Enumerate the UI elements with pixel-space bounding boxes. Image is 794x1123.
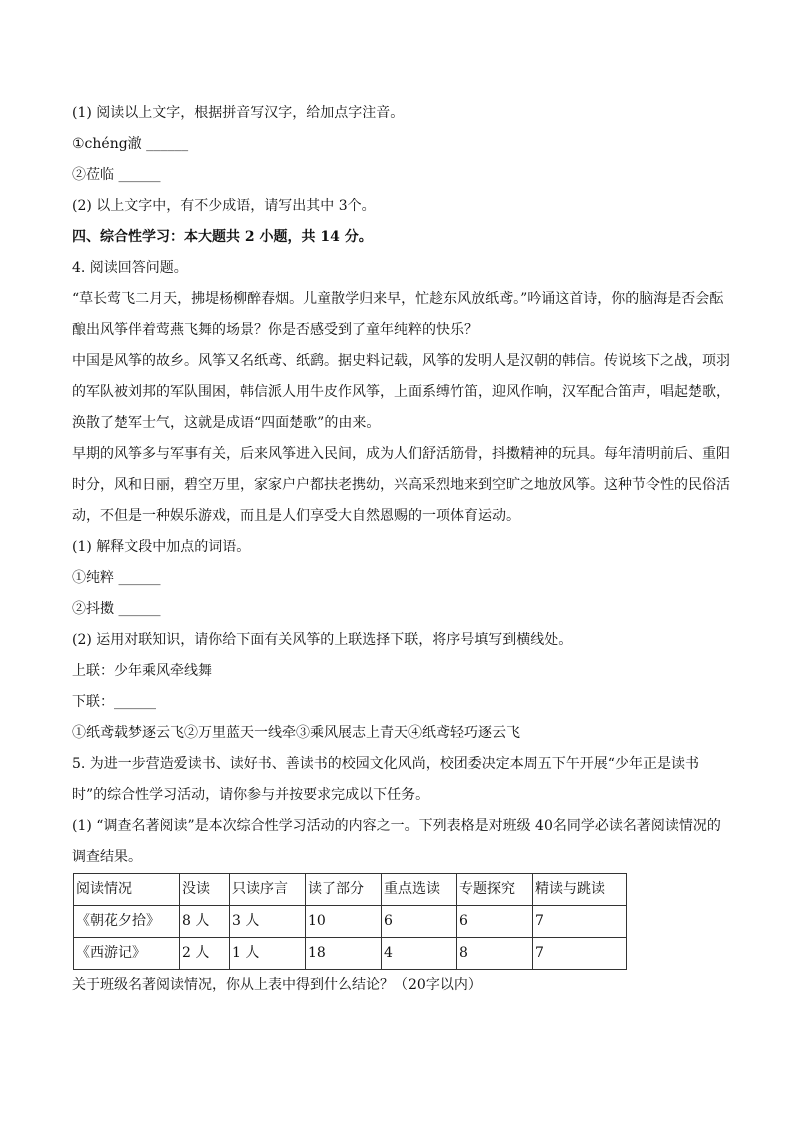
q3-item2: ②莅临 ______	[72, 167, 161, 183]
q5-intro: 5. 为进一步营造爱读书、读好书、善读书的校园文化风尚，校团委决定本周五下午开展“少年正是读书时”的综合性学习活动，请你参与并按要求完成以下任务。	[72, 756, 699, 803]
table-cell: 10	[306, 906, 382, 938]
q5-sub1: (1) “调查名著阅读”是本次综合性学习活动的内容之一。下列表格是对班级 40名同学必读名著阅读情况的调查结果。	[72, 818, 721, 865]
q3-sub1: (1) 阅读以上文字，根据拼音写汉字，给加点字注音。	[72, 105, 405, 121]
table-cell: 18	[306, 938, 382, 970]
survey-table	[73, 873, 627, 970]
passage-para2: 中国是风筝的故乡。风筝又名纸鸢、纸鹞。据史料记载，风筝的发明人是汉朝的韩信。传说垓下之战，项羽的军队被刘邦的军队围困，韩信派人用牛皮作风筝，上面系缚竹笛，迎风作响，汉军配合笛声，唱起楚歌，涣散了楚军士气，这就是成语“四面楚歌”的由来。	[72, 353, 730, 431]
table-cell: 1 人	[230, 938, 306, 970]
q3-item1: ①chéng澈 ______	[72, 136, 189, 152]
table-cell: 2 人	[180, 938, 230, 970]
table-cell: 7	[533, 938, 627, 970]
q4-title: 4. 阅读回答问题。	[72, 260, 188, 276]
q4-sub2: (2) 运用对联知识，请你给下面有关风筝的上联选择下联，将序号填写到横线处。	[72, 632, 573, 648]
q4-sub1: (1) 解释文段中加点的词语。	[72, 539, 251, 555]
table-row	[74, 906, 627, 938]
table-cell: 《朝花夕拾》	[74, 906, 180, 938]
q5-question: 关于班级名著阅读情况，你从上表中得到什么结论？（20字以内）	[72, 977, 482, 993]
table-header-cell: 专题探究	[457, 874, 533, 906]
table-cell: 6	[457, 906, 533, 938]
table-cell: 3 人	[230, 906, 306, 938]
table-row	[74, 938, 627, 970]
q4-item1: ①纯粹 ______	[72, 570, 161, 586]
table-header-cell: 读了部分	[306, 874, 382, 906]
table-header-cell: 重点选读	[382, 874, 457, 906]
table-cell: 4	[382, 938, 457, 970]
table-header-cell: 精读与跳读	[533, 874, 627, 906]
table-header-cell: 阅读情况	[74, 874, 180, 906]
q3-sub2: (2) 以上文字中，有不少成语，请写出其中 3个。	[72, 198, 376, 214]
section-heading: 四、综合性学习：本大题共 2 小题，共 14 分。	[72, 229, 373, 245]
passage-para3: 早期的风筝多与军事有关，后来风筝进入民间，成为人们舒活筋骨，抖擞精神的玩具。每年清明前后、重阳时分，风和日丽，碧空万里，家家户户都扶老携幼，兴高采烈地来到空旷之地放风筝。这种节令性的民俗活动，不但是一种娱乐游戏，而且是人们享受大自然恩赐的一项体育运动。	[72, 446, 730, 524]
table-cell: 6	[382, 906, 457, 938]
table-header-cell: 没读	[180, 874, 230, 906]
table-cell: 8 人	[180, 906, 230, 938]
table-cell: 《西游记》	[74, 938, 180, 970]
table-header-cell: 只读序言	[230, 874, 306, 906]
document-page	[72, 98, 732, 1001]
couplet-upper: 上联：少年乘风牵线舞	[72, 663, 212, 679]
passage-para1: “草长莺飞二月天，拂堤杨柳醉春烟。儿童散学归来早，忙趁东风放纸鸢。”吟诵这首诗，你的脑海是否会酝酿出风筝伴着莺燕飞舞的场景？你是否感受到了童年纯粹的快乐？	[72, 291, 724, 338]
couplet-lower: 下联：______	[72, 694, 156, 710]
couplet-options: ①纸鸢载梦逐云飞②万里蓝天一线牵③乘风展志上青天④纸鸢轻巧逐云飞	[72, 725, 520, 741]
table-header-row	[74, 874, 627, 906]
q4-item2: ②抖擞 ______	[72, 601, 161, 617]
table-cell: 7	[533, 906, 627, 938]
table-cell: 8	[457, 938, 533, 970]
